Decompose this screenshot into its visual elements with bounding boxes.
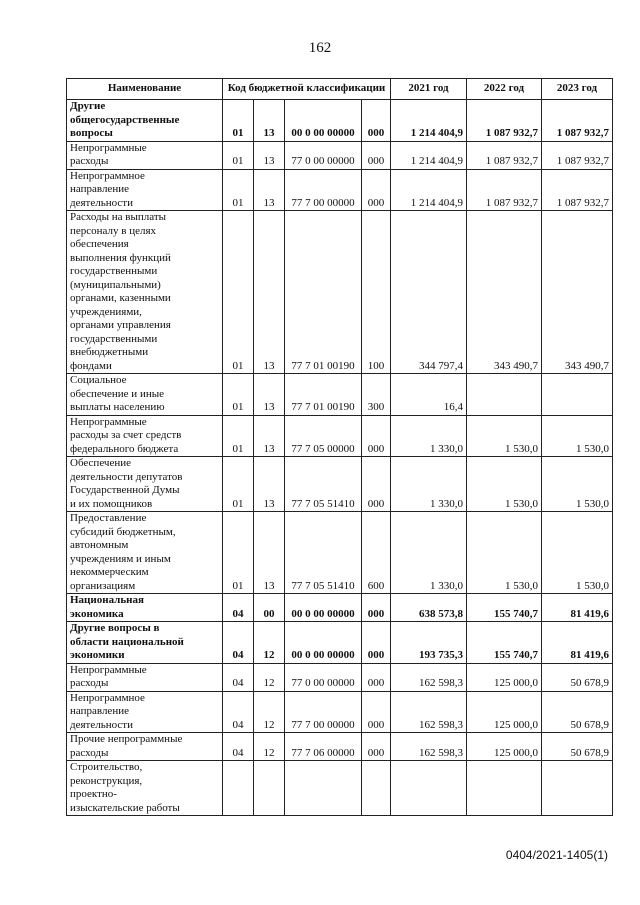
amount-2021: 1 214 404,9 (391, 141, 467, 169)
amount-2021: 193 735,3 (391, 622, 467, 664)
header-2021: 2021 год (391, 79, 467, 100)
row-name: Непрограммные расходы (67, 141, 223, 169)
subsection-code: 13 (254, 415, 285, 457)
row-name: Обеспечение деятельности депутатов Государственной Думы и их помощников (67, 457, 223, 512)
amount-2022 (467, 761, 542, 816)
target-article-code: 77 0 00 00000 (285, 663, 362, 691)
header-name: Наименование (67, 79, 223, 100)
expense-type-code (362, 761, 391, 816)
amount-2022: 125 000,0 (467, 733, 542, 761)
amount-2021: 162 598,3 (391, 691, 467, 733)
row-name: Национальная экономика (67, 594, 223, 622)
table-row (67, 141, 613, 169)
subsection-code: 12 (254, 691, 285, 733)
subsection-code: 12 (254, 663, 285, 691)
section-code: 01 (223, 100, 254, 142)
amount-2022: 125 000,0 (467, 663, 542, 691)
target-article-code: 77 7 01 00190 (285, 211, 362, 374)
section-code: 01 (223, 211, 254, 374)
amount-2021: 1 214 404,9 (391, 100, 467, 142)
table-row (67, 169, 613, 211)
section-code: 04 (223, 594, 254, 622)
amount-2022: 125 000,0 (467, 691, 542, 733)
amount-2022: 155 740,7 (467, 594, 542, 622)
target-article-code: 77 7 01 00190 (285, 374, 362, 416)
table-row (67, 761, 613, 816)
expense-type-code: 000 (362, 622, 391, 664)
expense-type-code: 000 (362, 415, 391, 457)
section-code: 01 (223, 141, 254, 169)
amount-2023: 1 087 932,7 (542, 141, 613, 169)
expense-type-code: 000 (362, 733, 391, 761)
subsection-code: 13 (254, 457, 285, 512)
amount-2023: 1 530,0 (542, 415, 613, 457)
row-name: Предоставление субсидий бюджетным, автономным учреждениям и иным некоммерческим организациям (67, 512, 223, 594)
subsection-code: 13 (254, 512, 285, 594)
section-code: 04 (223, 691, 254, 733)
amount-2023: 1 530,0 (542, 457, 613, 512)
table-body (67, 100, 613, 816)
expense-type-code: 600 (362, 512, 391, 594)
amount-2022: 1 087 932,7 (467, 141, 542, 169)
target-article-code: 77 7 06 00000 (285, 733, 362, 761)
subsection-code (254, 761, 285, 816)
amount-2022: 155 740,7 (467, 622, 542, 664)
amount-2023: 50 678,9 (542, 733, 613, 761)
section-code: 04 (223, 663, 254, 691)
subsection-code: 12 (254, 622, 285, 664)
expense-type-code: 000 (362, 169, 391, 211)
table-row (67, 512, 613, 594)
budget-table (66, 78, 613, 816)
table-row (67, 622, 613, 664)
row-name: Непрограммные расходы за счет средств федерального бюджета (67, 415, 223, 457)
amount-2021: 1 330,0 (391, 457, 467, 512)
amount-2023: 81 419,6 (542, 622, 613, 664)
section-code: 01 (223, 457, 254, 512)
section-code: 01 (223, 169, 254, 211)
amount-2023: 50 678,9 (542, 691, 613, 733)
row-name: Другие общегосударственные вопросы (67, 100, 223, 142)
amount-2023: 1 087 932,7 (542, 169, 613, 211)
amount-2021: 344 797,4 (391, 211, 467, 374)
target-article-code (285, 761, 362, 816)
expense-type-code: 100 (362, 211, 391, 374)
expense-type-code: 300 (362, 374, 391, 416)
section-code: 01 (223, 512, 254, 594)
table-row (67, 691, 613, 733)
amount-2021 (391, 761, 467, 816)
target-article-code: 77 7 05 51410 (285, 457, 362, 512)
table-row (67, 663, 613, 691)
target-article-code: 77 7 05 00000 (285, 415, 362, 457)
amount-2021: 162 598,3 (391, 663, 467, 691)
expense-type-code: 000 (362, 691, 391, 733)
amount-2021: 1 330,0 (391, 415, 467, 457)
amount-2021: 16,4 (391, 374, 467, 416)
amount-2023: 50 678,9 (542, 663, 613, 691)
row-name: Строительство, реконструкция, проектно- изыскательские работы (67, 761, 223, 816)
amount-2023: 81 419,6 (542, 594, 613, 622)
amount-2021: 638 573,8 (391, 594, 467, 622)
header-2022: 2022 год (467, 79, 542, 100)
expense-type-code: 000 (362, 594, 391, 622)
document-code: 0404/2021-1405(1) (505, 848, 608, 862)
expense-type-code: 000 (362, 457, 391, 512)
amount-2023: 1 530,0 (542, 512, 613, 594)
table-row (67, 100, 613, 142)
target-article-code: 77 0 00 00000 (285, 141, 362, 169)
amount-2021: 162 598,3 (391, 733, 467, 761)
row-name: Непрограммное направление деятельности (67, 169, 223, 211)
amount-2022: 343 490,7 (467, 211, 542, 374)
expense-type-code: 000 (362, 141, 391, 169)
section-code: 01 (223, 374, 254, 416)
section-code: 04 (223, 622, 254, 664)
subsection-code: 12 (254, 733, 285, 761)
table-row (67, 211, 613, 374)
table-row (67, 594, 613, 622)
target-article-code: 77 7 00 00000 (285, 691, 362, 733)
page-number: 162 (308, 40, 332, 56)
target-article-code: 77 7 00 00000 (285, 169, 362, 211)
table-row (67, 457, 613, 512)
amount-2023: 343 490,7 (542, 211, 613, 374)
amount-2022: 1 530,0 (467, 457, 542, 512)
expense-type-code: 000 (362, 100, 391, 142)
table-row (67, 733, 613, 761)
amount-2021: 1 330,0 (391, 512, 467, 594)
amount-2023: 1 087 932,7 (542, 100, 613, 142)
row-name: Непрограммное направление деятельности (67, 691, 223, 733)
expense-type-code: 000 (362, 663, 391, 691)
amount-2023 (542, 761, 613, 816)
amount-2022: 1 530,0 (467, 415, 542, 457)
subsection-code: 00 (254, 594, 285, 622)
amount-2022: 1 087 932,7 (467, 169, 542, 211)
subsection-code: 13 (254, 141, 285, 169)
row-name: Непрограммные расходы (67, 663, 223, 691)
table-row (67, 415, 613, 457)
row-name: Социальное обеспечение и иные выплаты населению (67, 374, 223, 416)
subsection-code: 13 (254, 211, 285, 374)
target-article-code: 00 0 00 00000 (285, 622, 362, 664)
subsection-code: 13 (254, 374, 285, 416)
table-row (67, 374, 613, 416)
subsection-code: 13 (254, 169, 285, 211)
table-header-row (67, 79, 613, 100)
target-article-code: 00 0 00 00000 (285, 100, 362, 142)
subsection-code: 13 (254, 100, 285, 142)
header-2023: 2023 год (542, 79, 613, 100)
section-code (223, 761, 254, 816)
section-code: 04 (223, 733, 254, 761)
row-name: Другие вопросы в области национальной экономики (67, 622, 223, 664)
row-name: Расходы на выплаты персоналу в целях обеспечения выполнения функций государственными (муниципальными) органами, казенными учреждениями, органами управления государственными внебюджетными фондами (67, 211, 223, 374)
section-code: 01 (223, 415, 254, 457)
amount-2021: 1 214 404,9 (391, 169, 467, 211)
amount-2022 (467, 374, 542, 416)
amount-2022: 1 087 932,7 (467, 100, 542, 142)
target-article-code: 77 7 05 51410 (285, 512, 362, 594)
amount-2022: 1 530,0 (467, 512, 542, 594)
target-article-code: 00 0 00 00000 (285, 594, 362, 622)
amount-2023 (542, 374, 613, 416)
row-name: Прочие непрограммные расходы (67, 733, 223, 761)
header-code: Код бюджетной классификации (223, 79, 391, 100)
